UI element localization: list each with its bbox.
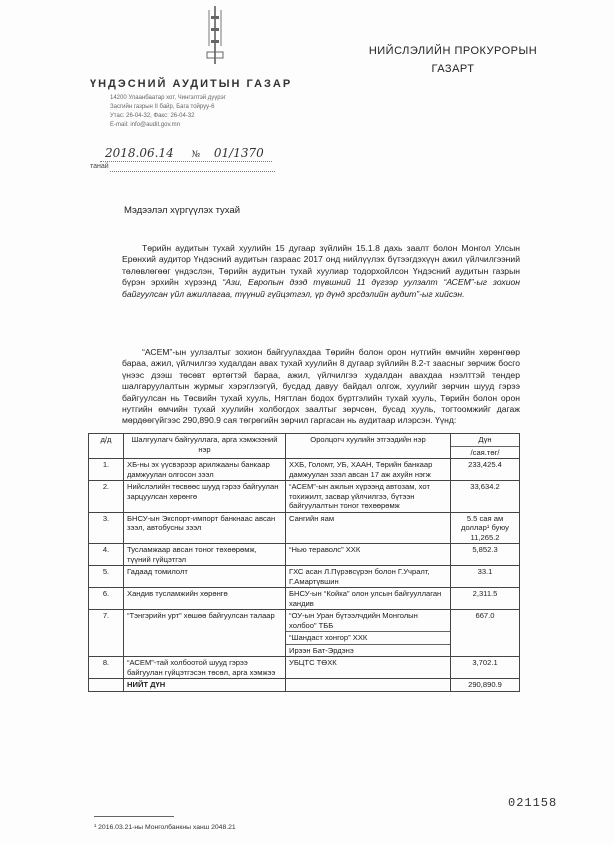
row-item: БНСУ-ын Экспорт-импорт банкнаас авсан зээл, автобусны зээл [124, 512, 286, 544]
row-item: ХБ-ны эх үүсвэрээр арилжааны банкаар дамжуулан олгосон зээл [124, 459, 286, 481]
page-stamp: 021158 [508, 796, 558, 810]
row-contractor: “Нью тераволс” ХХК [286, 544, 451, 566]
org-address-line: 14200 Улаанбаатар хот, Чингэлтэй дүүрэг [110, 95, 226, 101]
row-contractor: ХХБ, Голомт, УБ, ХААН, Төрийн банкаар дамжуулан зээл авсан 17 аж ахуйн нэгж [286, 459, 451, 481]
total-amount: 290,890.9 [451, 679, 520, 692]
row-item: “Тэнгэрийн урт” хөшөө байгуулсан талаар [124, 610, 286, 657]
row-contractor-line: “Шандаст хонгор” ХХК [286, 631, 450, 643]
row-contractor: ГХС асан Л.Пүрэвсүрэн болон Г.Учралт, Г.Амартүвшин [286, 566, 451, 588]
org-address-line: Засгийн газрын II байр, Бага тойруу-6 [110, 104, 215, 110]
row-no: 2. [89, 481, 124, 513]
table-row [89, 610, 520, 657]
table-header-row [89, 434, 520, 459]
row-amount: 667.0 [451, 610, 520, 657]
col-header-amount [451, 434, 520, 459]
row-contractor [286, 610, 451, 657]
subject-line: Мэдээлэл хүргүүлэх тухай [124, 205, 241, 216]
row-contractor: “АСЕМ”-ын ажлын хүрээнд автозам, хот тохижилт, засвар үйлчилгээ, бүтээн байгуулалтын тоног төхөөрөмж [286, 481, 451, 513]
reference [105, 146, 264, 160]
emblem-logo [205, 6, 225, 64]
row-no: 3. [89, 512, 124, 544]
table-row [89, 459, 520, 481]
footnote-divider [94, 816, 174, 817]
row-amount: 33.1 [451, 566, 520, 588]
col-header-contractor: Оролцогч хуулийн этгээдийн нэр [286, 434, 451, 459]
row-contractor: УБЦТС ТӨХК [286, 657, 451, 679]
paragraph-1 [122, 243, 520, 300]
addressee-line: ГАЗАРТ [431, 63, 475, 75]
paragraph-1-text: Төрийн аудитын тухай хуулийн 15 дугаар зүйлийн 15.1.8 дахь заалт болон Монгол Улсын Ерөнхий аудитор Үндэсний аудитын газраас 2017 онд нийлүүлэх бүтээгдэхүүн ажил үйлчилгээний төлөвлөгөөг үндэслэн, Төрийн аудитын тухай хуулиар тодорхойлсон Үндэсний аудитын газрын бүрэн эрхийн хүрээнд [122, 243, 520, 288]
row-contractor: БНСУ-ын “Койка” олон улсын байгууллаган хандив [286, 588, 451, 610]
reference-number-label: № [191, 150, 201, 160]
footnote: ¹ 2016.03.21-ны Монголбанкны ханш 2048.21 [94, 824, 236, 831]
table-row [89, 544, 520, 566]
row-contractor: Сангийн яам [286, 512, 451, 544]
table-row [89, 481, 520, 513]
org-address-line: Утас: 26-04-32, Факс: 26-04-32 [110, 113, 195, 119]
table-row [89, 512, 520, 544]
row-no: 4. [89, 544, 124, 566]
table-row [89, 566, 520, 588]
row-no: 7. [89, 610, 124, 657]
col-header-item: Шалгуулагч байгууллага, арга хэмжээний нэр [124, 434, 286, 459]
tanai-underline [110, 171, 275, 172]
row-no: 8. [89, 657, 124, 679]
row-amount: 233,425.4 [451, 459, 520, 481]
row-no: 5. [89, 566, 124, 588]
violations-table [88, 433, 520, 692]
col-header-no: д/д [89, 434, 124, 459]
row-contractor-line: Ирээн Бат-Эрдэнэ [286, 644, 450, 656]
org-name: ҮНДЭСНИЙ АУДИТЫН ГАЗАР [90, 78, 293, 90]
col-header-amount-label: Дүн [478, 435, 492, 444]
org-address-line: E-mail: info@audit.gov.mn [110, 122, 181, 128]
table-total-row [89, 679, 520, 692]
row-no: 6. [89, 588, 124, 610]
row-no: 1. [89, 459, 124, 481]
col-header-amount-unit: /сая.төг/ [451, 446, 519, 458]
table-row [89, 657, 520, 679]
row-item: Нийслэлийн төсвөөс шууд гэрээ байгуулан зарцуулсан хөрөнгө [124, 481, 286, 513]
tanai-label: танай [90, 163, 109, 170]
row-item: Тусламжаар авсан тоног төхөөрөмж, түүний гүйцэтгэл [124, 544, 286, 566]
row-amount: 5.5 сая ам доллар¹ буюу 11,265.2 [451, 512, 520, 544]
table-row [89, 588, 520, 610]
row-contractor-line: “ОУ-ын Уран бүтээлчдийн Монголын холбоо” ТББ [289, 611, 418, 630]
row-amount: 33,634.2 [451, 481, 520, 513]
total-row-blank [89, 679, 124, 692]
reference-number: 01/1370 [213, 146, 264, 160]
total-label: НИЙТ ДҮН [124, 679, 286, 692]
row-item: Гадаад томилолт [124, 566, 286, 588]
row-amount: 3,702.1 [451, 657, 520, 679]
addressee [368, 42, 538, 78]
row-amount: 5,852.3 [451, 544, 520, 566]
reference-date: 2018.06.14 [105, 146, 174, 160]
row-amount: 2,311.5 [451, 588, 520, 610]
row-item: Хандив тусламжийн хөрөнгө [124, 588, 286, 610]
reference-underline [100, 161, 272, 162]
addressee-line: НИЙСЛЭЛИЙН ПРОКУРОРЫН [368, 45, 538, 57]
total-row-blank [286, 679, 451, 692]
row-item: “АСЕМ”-тай холбоотой шууд гэрээ байгуулан гүйцэтгэсэн төсөл, арга хэмжээ [124, 657, 286, 679]
paragraph-1-italic: “Ази, Европын дээд түвшний 11 дүгээр уулзалт “АСЕМ”-ыг зохион байгуулсан үйл ажиллагаа, түүний гүйцэтгэл, үр дүнд эрсдэлийн аудит”-ыг хийсэн. [122, 277, 520, 299]
paragraph-2: “АСЕМ”-ын уулзалтыг зохион байгуулахдаа Төрийн болон орон нутгийн өмчийн хөрөнгөөр бараа, ажил, үйлчилгээ худалдан авах тухай хуулийн 8 дугаар зүйлийн 8.2-т заасныг зөрчиж босго үнээс дээш төсөвт өртөгтэй бараа, ажил, үйлчилгээ худалдан авахдаа нээлттэй тендер шалгаруулалтын журмыг хэрэглээгүй, бусдад давуу байдал олгож, хуулийг зөрчин шууд гэрээ байгуулсан нь Төсвийн тухай хууль, Нягтлан бодох бүртгэлийн тухай хууль, Төрийн болон орон нутгийн өмчийн тухай хуулийн холбогдох заалтыг зөрчсөн, бусад хууль, тогтоомжийг дагаж мөрдөөгүйгээс 290,890.9 сая төгрөгийн зөрчил гаргасан нь аудитаар илэрсэн. Үүнд: [122, 347, 520, 426]
